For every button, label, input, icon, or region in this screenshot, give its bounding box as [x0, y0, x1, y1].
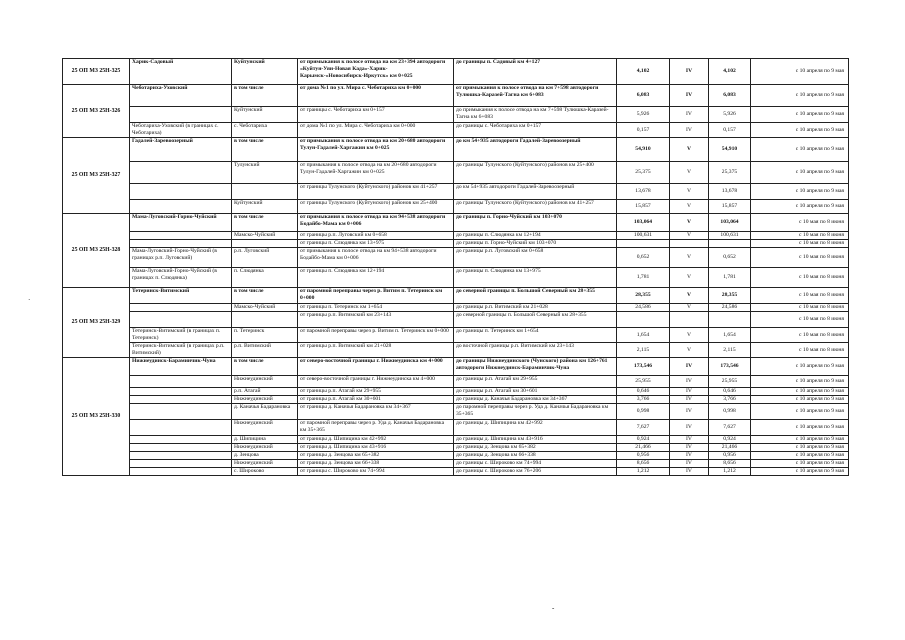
section-end-cell: до км 54+935 автодороги Гадалей-Заревоозерный — [454, 138, 617, 162]
length-cell: 15,857 — [617, 200, 670, 214]
section-end-cell: до границы п. Горно-Чуйский км 103+070 — [454, 214, 617, 232]
section-start-cell: от паромной переправы через р. Витим п. Тетеринск км 0+000 — [298, 288, 454, 304]
restricted-length-cell: 24,586 — [709, 304, 751, 312]
restriction-period-cell: с 10 апреля по 9 мая — [751, 444, 849, 452]
length-cell: 4,102 — [617, 59, 670, 85]
municipality-cell: д. Каначья Бадарановка — [232, 404, 298, 420]
restricted-length-cell: 54,910 — [709, 138, 751, 162]
category-cell: IV — [670, 460, 709, 468]
table-row — [63, 396, 849, 404]
municipality-cell: д. Зенцова — [232, 452, 298, 460]
length-cell: 0,998 — [617, 404, 670, 420]
restricted-length-cell: 173,546 — [709, 358, 751, 376]
restricted-length-cell: 21,466 — [709, 444, 751, 452]
length-cell: 2,115 — [617, 343, 670, 358]
length-cell: 173,546 — [617, 358, 670, 376]
restricted-length-cell: 100,631 — [709, 232, 751, 240]
section-start-cell: от границы р.п. Витимский км 21+028 — [298, 343, 454, 358]
category-cell: V — [670, 268, 709, 288]
table-row — [63, 288, 849, 304]
category-cell: IV — [670, 436, 709, 444]
municipality-cell: Нижнеудинский — [232, 444, 298, 452]
section-end-cell: до границы д. Зенцова км 65+382 — [454, 444, 617, 452]
restricted-length-cell: 13,678 — [709, 184, 751, 200]
table-row — [63, 376, 849, 388]
municipality-cell: в том числе — [232, 85, 298, 107]
municipality-cell: Нижнеудинский — [232, 460, 298, 468]
category-cell: IV — [670, 468, 709, 476]
restricted-length-cell: 15,857 — [709, 200, 751, 214]
table-row — [63, 388, 849, 396]
municipality-cell: Нижнеудинский — [232, 376, 298, 388]
section-end-cell: до северной границы п. Большой Северный км 28+355 — [454, 288, 617, 304]
table-row — [63, 59, 849, 85]
table-row — [63, 452, 849, 460]
restricted-length-cell: 0,157 — [709, 123, 751, 138]
road-name-cell — [130, 452, 232, 460]
restricted-length-cell: 1,781 — [709, 268, 751, 288]
road-code-cell: 25 ОП МЗ 25Н-328 — [63, 214, 130, 288]
restricted-length-cell: 25,955 — [709, 376, 751, 388]
road-name-cell — [130, 396, 232, 404]
restricted-length-cell: 5,926 — [709, 107, 751, 123]
section-end-cell: до границы с. Широково км 74+994 — [454, 460, 617, 468]
municipality-cell: Нижнеудинский — [232, 396, 298, 404]
restriction-period-cell: с 10 апреля по 9 мая — [751, 184, 849, 200]
category-cell: V — [670, 214, 709, 232]
road-code-cell: 25 ОП МЗ 25Н-326 — [63, 85, 130, 138]
length-cell: 5,926 — [617, 107, 670, 123]
municipality-cell — [232, 312, 298, 328]
restricted-length-cell: 1,654 — [709, 328, 751, 343]
section-end-cell: до границы р.п. Атагай км 29+955 — [454, 376, 617, 388]
section-end-cell: до границы р.п. Витимский км 21+028 — [454, 304, 617, 312]
table-row — [63, 358, 849, 376]
stray-mark: · — [28, 296, 31, 304]
length-cell: 1,212 — [617, 468, 670, 476]
category-cell: IV — [670, 404, 709, 420]
table-row — [63, 85, 849, 107]
length-cell — [617, 312, 670, 328]
section-start-cell: от примыкания к полосе отвода на км 94+538 автодороги Бодайбо-Мама км 0+006 — [298, 248, 454, 268]
table-row — [63, 200, 849, 214]
category-cell: IV — [670, 358, 709, 376]
section-start-cell: от границы р.п. Витимский км 23+143 — [298, 312, 454, 328]
restricted-length-cell: 0,998 — [709, 404, 751, 420]
municipality-cell: п. Тетеринск — [232, 328, 298, 343]
section-end-cell: до границы д. Шипицина км 42+992 — [454, 420, 617, 436]
category-cell: V — [670, 232, 709, 240]
section-start-cell: от границы р.п. Атагай км 29+955 — [298, 388, 454, 396]
section-end-cell: до км 54+935 автодороги Гадалей-Заревоозерный — [454, 184, 617, 200]
table-row — [63, 214, 849, 232]
table-row — [63, 436, 849, 444]
category-cell: IV — [670, 420, 709, 436]
restriction-period-cell: с 10 апреля по 9 мая — [751, 107, 849, 123]
road-code-cell: 25 ОП МЗ 25Н-329 — [63, 288, 130, 358]
table-row — [63, 404, 849, 420]
restriction-period-cell: с 10 апреля по 9 мая — [751, 85, 849, 107]
municipality-cell: р.п. Луговский — [232, 248, 298, 268]
category-cell: V — [670, 138, 709, 162]
section-end-cell: от примыкания к полосе отвода на км 7+598 автодороги Тулюшка-Каразей-Тагна км 6+083 — [454, 85, 617, 107]
section-start-cell: от границы п. Слюдянка км 13+975 — [298, 240, 454, 248]
road-name-cell — [130, 388, 232, 396]
table-row — [63, 328, 849, 343]
section-end-cell: до границы д. Каначья Бадарановка км 34+367 — [454, 396, 617, 404]
category-cell: IV — [670, 123, 709, 138]
category-cell: V — [670, 184, 709, 200]
length-cell: 24,586 — [617, 304, 670, 312]
road-name-cell — [130, 468, 232, 476]
length-cell: 13,678 — [617, 184, 670, 200]
section-start-cell: от примыкания к полосе отвода на км 23+394 автодороги «Куйтун-Уян-Новая Када»-Харик-Карымск-«Новосибирск-Иркутск» км 0+025 — [298, 59, 454, 85]
section-start-cell: от границы с. Широково км 74+994 — [298, 468, 454, 476]
table-row — [63, 162, 849, 184]
road-name-cell: Тетеринск-Витимский — [130, 288, 232, 304]
restricted-length-cell: 2,115 — [709, 343, 751, 358]
section-start-cell: от северо-восточной границы г. Нижнеудинска км 4+000 — [298, 358, 454, 376]
section-end-cell: до границы п. Тетеринск км 1+654 — [454, 328, 617, 343]
length-cell: 0,646 — [617, 388, 670, 396]
table-row — [63, 343, 849, 358]
section-end-cell: до границы п. Слюдянка км 12+194 — [454, 232, 617, 240]
municipality-cell: Нижнеудинский — [232, 420, 298, 436]
restriction-period-cell: с 10 апреля по 9 мая — [751, 452, 849, 460]
municipality-cell: п. Слюдянка — [232, 268, 298, 288]
restriction-period-cell: с 10 мая по 8 июня — [751, 214, 849, 232]
section-end-cell: до границы д. Зенцова км 66+338 — [454, 452, 617, 460]
municipality-cell: в том числе — [232, 288, 298, 304]
section-start-cell: от дома №1 по ул. Мира с. Чеботариха км 0+000 — [298, 85, 454, 107]
restriction-period-cell: с 10 апреля по 9 мая — [751, 396, 849, 404]
restriction-period-cell: с 10 апреля по 9 мая — [751, 123, 849, 138]
road-name-cell — [130, 404, 232, 420]
section-start-cell: от границы д. Зенцова км 66+338 — [298, 460, 454, 468]
section-end-cell: до границы п. Садовый км 4+127 — [454, 59, 617, 85]
municipality-cell: р.п. Витимский — [232, 343, 298, 358]
road-restriction-table — [62, 58, 849, 476]
table-row — [63, 268, 849, 288]
category-cell: V — [670, 328, 709, 343]
category-cell: V — [670, 200, 709, 214]
road-name-cell: Тетеринск-Витимский (в границах п. Тетеринск) — [130, 328, 232, 343]
section-start-cell: от границы д. Зенцова км 65+382 — [298, 452, 454, 460]
section-end-cell: до границы с. Широково км 76+206 — [454, 468, 617, 476]
municipality-cell: Тулунский — [232, 162, 298, 184]
municipality-cell: Куйтунский — [232, 59, 298, 85]
road-name-cell — [130, 420, 232, 436]
section-end-cell: до границы д. Шипицина км 43+916 — [454, 436, 617, 444]
table-row — [63, 240, 849, 248]
road-code-cell: 25 ОП МЗ 25Н-325 — [63, 59, 130, 85]
restricted-length-cell: 0,646 — [709, 388, 751, 396]
category-cell: V — [670, 248, 709, 268]
road-name-cell — [130, 107, 232, 123]
table-row — [63, 420, 849, 436]
municipality-cell — [232, 240, 298, 248]
road-restriction-table-page — [62, 58, 848, 476]
table-row — [63, 232, 849, 240]
restricted-length-cell: 0,652 — [709, 248, 751, 268]
section-start-cell: от границы Тулунского (Куйтунского) районов км 25+400 — [298, 200, 454, 214]
road-code-cell: 25 ОП МЗ 25Н-327 — [63, 138, 130, 214]
length-cell: 28,355 — [617, 288, 670, 304]
length-cell: 1,654 — [617, 328, 670, 343]
restriction-period-cell: с 10 мая по 8 июня — [751, 328, 849, 343]
table-row — [63, 312, 849, 328]
restricted-length-cell: 8,656 — [709, 460, 751, 468]
restriction-period-cell: с 10 апреля по 9 мая — [751, 200, 849, 214]
section-start-cell: от границы с. Чеботариха км 0+157 — [298, 107, 454, 123]
road-name-cell: Тетеринск-Витимский (в границах р.п. Витимский) — [130, 343, 232, 358]
restricted-length-cell: 1,212 — [709, 468, 751, 476]
section-start-cell: от границы п. Тетеринск км 1+654 — [298, 304, 454, 312]
restriction-period-cell: с 10 апреля по 9 мая — [751, 59, 849, 85]
restriction-period-cell: с 10 апреля по 9 мая — [751, 468, 849, 476]
category-cell: V — [670, 343, 709, 358]
restriction-period-cell: с 10 мая по 8 июня — [751, 248, 849, 268]
road-name-cell: Нижнеудинск-Бараминчик-Чуна — [130, 358, 232, 376]
municipality-cell: Мамско-Чуйский — [232, 304, 298, 312]
restriction-period-cell: с 10 мая по 8 июня — [751, 288, 849, 304]
table-row — [63, 304, 849, 312]
road-name-cell — [130, 460, 232, 468]
municipality-cell: д. Шипицина — [232, 436, 298, 444]
category-cell: IV — [670, 388, 709, 396]
section-end-cell: до границы п. Горно-Чуйский км 103+070 — [454, 240, 617, 248]
section-end-cell: до границы р.п. Атагай км 30+601 — [454, 388, 617, 396]
section-start-cell: от границы р.п. Атагай км 30+601 — [298, 396, 454, 404]
restricted-length-cell: 0,956 — [709, 452, 751, 460]
category-cell: V — [670, 288, 709, 304]
municipality-cell: Куйтунский — [232, 107, 298, 123]
table-row — [63, 444, 849, 452]
restricted-length-cell — [709, 240, 751, 248]
road-name-cell — [130, 240, 232, 248]
road-name-cell: Харик-Садовый — [130, 59, 232, 85]
restriction-period-cell: с 10 апреля по 9 мая — [751, 420, 849, 436]
restricted-length-cell: 3,766 — [709, 396, 751, 404]
restriction-period-cell: с 10 апреля по 9 мая — [751, 358, 849, 376]
restriction-period-cell: с 10 апреля по 9 мая — [751, 388, 849, 396]
length-cell: 103,064 — [617, 214, 670, 232]
section-start-cell: от границы п. Слюдянка км 12+194 — [298, 268, 454, 288]
section-start-cell: от границы Тулунского (Куйтунского) районов км 41+257 — [298, 184, 454, 200]
section-end-cell: до границы Тулунского (Куйтунского) районов км 41+257 — [454, 200, 617, 214]
length-cell: 3,766 — [617, 396, 670, 404]
municipality-cell: р.п. Атагай — [232, 388, 298, 396]
table-row — [63, 138, 849, 162]
restricted-length-cell — [709, 312, 751, 328]
municipality-cell: Куйтунский — [232, 200, 298, 214]
category-cell: IV — [670, 376, 709, 388]
table-row — [63, 248, 849, 268]
road-name-cell: Мама-Луговский-Горно-Чуйский (в границах р.п. Луговский) — [130, 248, 232, 268]
category-cell: IV — [670, 85, 709, 107]
length-cell: 7,627 — [617, 420, 670, 436]
restriction-period-cell: с 10 апреля по 9 мая — [751, 436, 849, 444]
road-code-cell: 25 ОП МЗ 25Н-330 — [63, 358, 130, 476]
restriction-period-cell: с 10 апреля по 9 мая — [751, 460, 849, 468]
section-start-cell: от границы д. Шипицина км 42+992 — [298, 436, 454, 444]
footer-mark: - — [552, 604, 555, 612]
section-start-cell: от границы д. Каначья Бадарановка км 34+367 — [298, 404, 454, 420]
road-name-cell — [130, 444, 232, 452]
section-start-cell: от северо-восточной границы г. Нижнеудинска км 4+000 — [298, 376, 454, 388]
road-name-cell: Мама-Луговский-Горно-Чуйский (в границах п. Слюдянка) — [130, 268, 232, 288]
road-name-cell — [130, 312, 232, 328]
road-name-cell: Чеботариха-Уховский — [130, 85, 232, 107]
length-cell: 100,631 — [617, 232, 670, 240]
section-end-cell: до границы р.п. Луговский км 0+658 — [454, 248, 617, 268]
road-name-cell: Гадалей-Заревоозерный — [130, 138, 232, 162]
section-end-cell: до границы с. Чеботариха км 0+157 — [454, 123, 617, 138]
restricted-length-cell: 0,924 — [709, 436, 751, 444]
restriction-period-cell: с 10 мая по 8 июня — [751, 232, 849, 240]
municipality-cell: в том числе — [232, 138, 298, 162]
road-name-cell — [130, 162, 232, 184]
restriction-period-cell: с 10 мая по 8 июня — [751, 312, 849, 328]
restricted-length-cell: 25,375 — [709, 162, 751, 184]
road-name-cell — [130, 200, 232, 214]
restriction-period-cell: с 10 мая по 8 июня — [751, 240, 849, 248]
length-cell — [617, 240, 670, 248]
municipality-cell: в том числе — [232, 358, 298, 376]
restriction-period-cell: с 10 мая по 8 июня — [751, 268, 849, 288]
road-name-cell — [130, 436, 232, 444]
category-cell: V — [670, 162, 709, 184]
length-cell: 0,652 — [617, 248, 670, 268]
section-start-cell: от границы р.п. Луговский км 0+658 — [298, 232, 454, 240]
section-end-cell: до паромной переправы через р. Уда д. Каначья Бадарановка км 35+365 — [454, 404, 617, 420]
length-cell: 8,656 — [617, 460, 670, 468]
restriction-period-cell: с 10 мая по 8 июня — [751, 304, 849, 312]
category-cell: IV — [670, 444, 709, 452]
section-end-cell: до северной границы п. Большой Северный км 28+355 — [454, 312, 617, 328]
section-end-cell: до примыкания к полосе отвода на км 7+598 Тулюшка-Каразей-Тагна км 6+083 — [454, 107, 617, 123]
length-cell: 25,375 — [617, 162, 670, 184]
table-row — [63, 468, 849, 476]
table-row — [63, 107, 849, 123]
restriction-period-cell: с 10 апреля по 9 мая — [751, 376, 849, 388]
restricted-length-cell: 6,083 — [709, 85, 751, 107]
length-cell: 21,466 — [617, 444, 670, 452]
section-start-cell: от примыкания к полосе отвода на км 20+680 автодороги Тулун-Гадалей-Харгажин км 0+025 — [298, 138, 454, 162]
road-name-cell — [130, 184, 232, 200]
section-start-cell: от примыкания к полосе отвода на км 94+538 автодороги Бодайбо-Мама км 0+006 — [298, 214, 454, 232]
table-row — [63, 123, 849, 138]
restriction-period-cell: с 10 апреля по 9 мая — [751, 138, 849, 162]
length-cell: 1,781 — [617, 268, 670, 288]
category-cell: IV — [670, 452, 709, 460]
section-start-cell: от примыкания к полосе отвода на км 20+680 автодороги Тулун-Гадалей-Харгажин км 0+025 — [298, 162, 454, 184]
table-row — [63, 184, 849, 200]
length-cell: 6,083 — [617, 85, 670, 107]
section-end-cell: до границы Нижнеудинского (Чунского) района км 126+761 автодороги Нижнеудинск-Бараминчик-Чуна — [454, 358, 617, 376]
length-cell: 0,924 — [617, 436, 670, 444]
length-cell: 25,955 — [617, 376, 670, 388]
section-start-cell: от паромной переправы через р. Уда д. Каначья Бадарановка км 35+365 — [298, 420, 454, 436]
section-start-cell: от границы д. Шипицина км 43+916 — [298, 444, 454, 452]
category-cell: IV — [670, 59, 709, 85]
category-cell — [670, 240, 709, 248]
municipality-cell: Мамско-Чуйский — [232, 232, 298, 240]
section-end-cell: до восточной границы р.п. Витимский км 23+143 — [454, 343, 617, 358]
municipality-cell: с. Широково — [232, 468, 298, 476]
length-cell: 0,956 — [617, 452, 670, 460]
category-cell: V — [670, 304, 709, 312]
municipality-cell — [232, 184, 298, 200]
municipality-cell: с. Чеботариха — [232, 123, 298, 138]
category-cell: IV — [670, 107, 709, 123]
restricted-length-cell: 7,627 — [709, 420, 751, 436]
section-end-cell: до границы п. Слюдянка км 13+975 — [454, 268, 617, 288]
road-name-cell — [130, 304, 232, 312]
restriction-period-cell: с 10 апреля по 9 мая — [751, 162, 849, 184]
municipality-cell: в том числе — [232, 214, 298, 232]
category-cell — [670, 312, 709, 328]
section-start-cell: от паромной переправы через р. Витим п. Тетеринск км 0+000 — [298, 328, 454, 343]
table-row — [63, 460, 849, 468]
restricted-length-cell: 4,102 — [709, 59, 751, 85]
restricted-length-cell: 28,355 — [709, 288, 751, 304]
restriction-period-cell: с 10 апреля по 9 мая — [751, 404, 849, 420]
road-name-cell — [130, 232, 232, 240]
section-end-cell: до границы Тулунского (Куйтунского) районов км 25+400 — [454, 162, 617, 184]
restricted-length-cell: 103,064 — [709, 214, 751, 232]
restriction-period-cell: с 10 мая по 8 июня — [751, 343, 849, 358]
road-name-cell — [130, 376, 232, 388]
road-name-cell: Чеботариха-Уховский (в границах с. Чеботариха) — [130, 123, 232, 138]
length-cell: 0,157 — [617, 123, 670, 138]
section-start-cell: от дома №1 по ул. Мира с. Чеботариха км 0+000 — [298, 123, 454, 138]
length-cell: 54,910 — [617, 138, 670, 162]
category-cell: IV — [670, 396, 709, 404]
road-name-cell: Мама-Луговский-Горно-Чуйский — [130, 214, 232, 232]
